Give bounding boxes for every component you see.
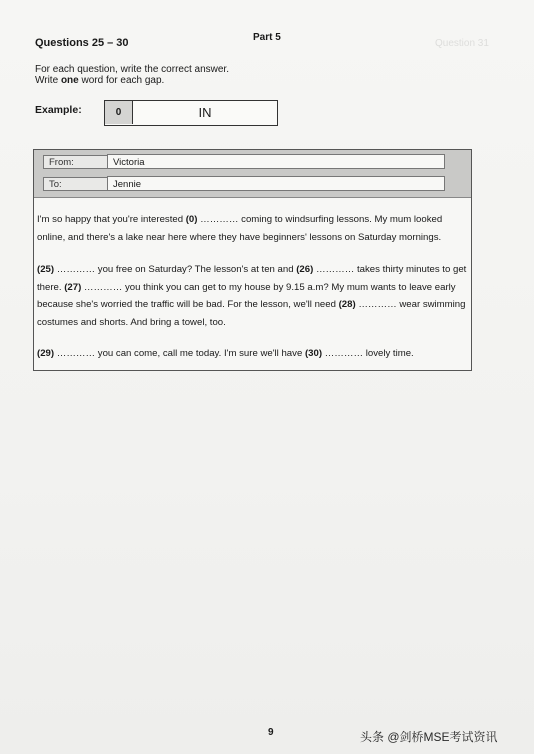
- part-title: Part 5: [253, 32, 281, 43]
- email-text: I'm so happy that you're interested: [37, 214, 186, 225]
- gap-number: (28): [338, 299, 356, 310]
- gap-number: (27): [64, 281, 82, 293]
- instruction-line-1: For each question, write the correct answer.: [35, 64, 229, 75]
- email-text: ………… you think you can get to my house by 9.15 a.m? My mum wants to leave early because she's worried the traffic will be bad. For the lesson, we'll need: [37, 281, 456, 310]
- instruction-text: Write: [35, 75, 61, 86]
- to-label: To:: [43, 177, 119, 191]
- from-label: From:: [43, 155, 119, 169]
- gap-number: (30): [304, 348, 323, 359]
- example-label: Example:: [35, 104, 82, 116]
- example-number: 0: [105, 101, 133, 124]
- questions-title: Questions 25 – 30: [35, 37, 129, 49]
- example-answer: IN: [198, 105, 212, 120]
- email-box: [33, 149, 472, 371]
- instructions: [35, 64, 229, 86]
- from-value: Victoria: [107, 154, 445, 169]
- gap-number: (26): [296, 264, 314, 275]
- email-text: ………… you can come, call me today. I'm sure we'll have: [54, 348, 305, 359]
- email-text: ………… wear swimming costumes and shorts. And bring a towel, too.: [37, 299, 466, 328]
- example-answer-box: [104, 100, 278, 126]
- email-text: ………… takes thirty minutes to get there.: [37, 264, 467, 293]
- email-paragraph-2: [37, 261, 467, 331]
- page-number: 9: [268, 727, 274, 738]
- instruction-emphasis: one: [60, 75, 79, 86]
- instruction-text: word for each gap.: [78, 75, 165, 86]
- instruction-line-2: [35, 75, 229, 86]
- gap-number: (0): [185, 214, 198, 225]
- gap-number: (29): [37, 348, 55, 359]
- email-header: [34, 150, 471, 198]
- email-text: ………… you free on Saturday? The lesson's at ten and: [54, 264, 297, 275]
- email-paragraph-3: [37, 345, 467, 363]
- email-text: ………… coming to windsurfing lessons. My mum looked online, and there's a lake near here where they have beginners' lessons on Saturday mornings.: [37, 214, 443, 243]
- email-text: ………… lovely time.: [322, 348, 414, 359]
- to-value: Jennie: [107, 176, 445, 191]
- bleed-through-text: Question 31: [435, 38, 489, 49]
- gap-number: (25): [37, 264, 55, 275]
- email-paragraph-1: [37, 211, 467, 246]
- watermark: 头条 @剑桥MSE考试资讯: [360, 730, 498, 744]
